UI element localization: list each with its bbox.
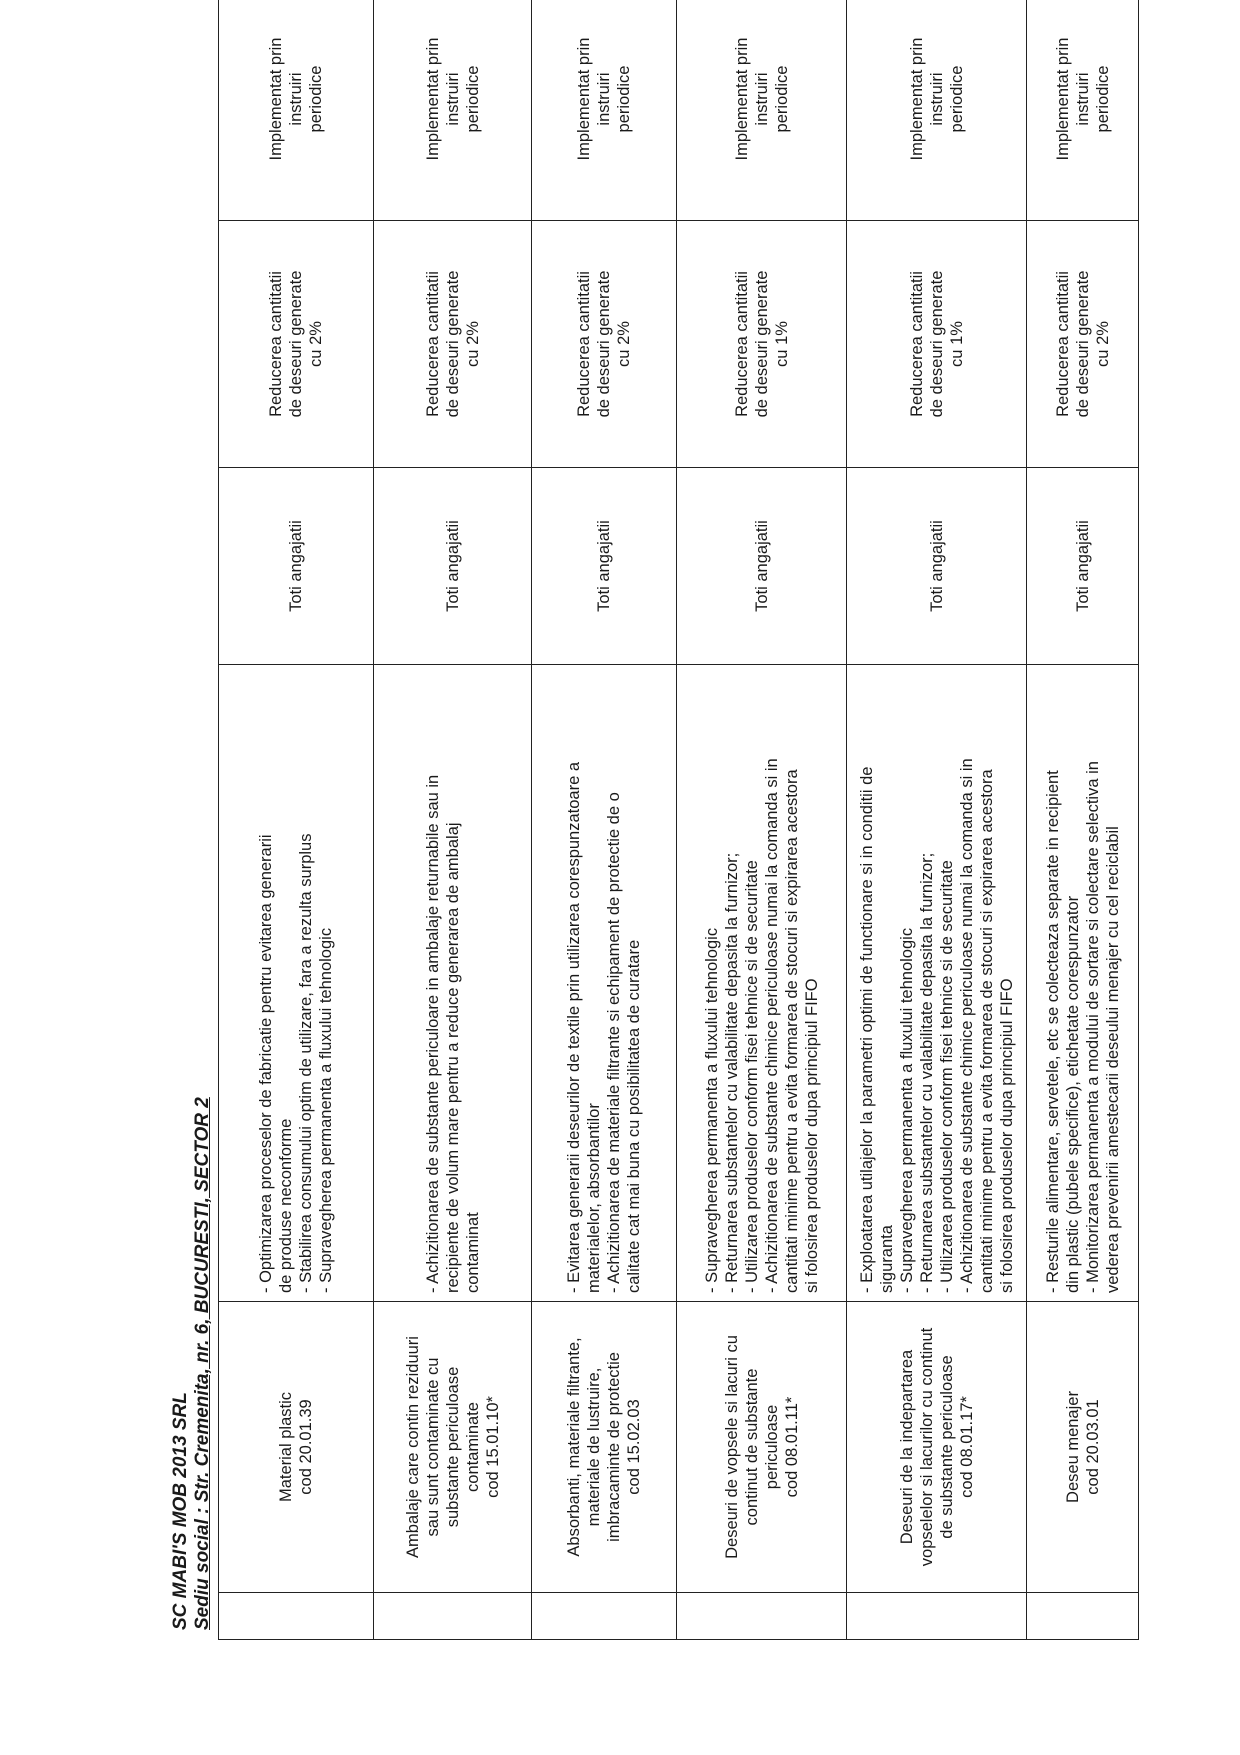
target-line: Reducerea cantitatii <box>907 271 926 417</box>
status-line: periodice <box>615 65 633 133</box>
table-row <box>532 0 677 1640</box>
waste-line: contaminate <box>463 1402 482 1492</box>
measure-line: - Evitarea generarii deseurilor de textile prin utilizarea corespunzatoare a <box>565 761 583 1293</box>
responsible-cell: Toti angajatii <box>677 468 847 665</box>
target-line: de deseuri generate <box>1073 270 1092 418</box>
measure-line: - Stabilirea consumului optim de utilizare, fara a rezulta surplus <box>297 833 315 1293</box>
measure-line: cantitati minime pentru a evita formarea de stocuri si expirarea acestora <box>977 769 996 1293</box>
rotated-page <box>170 37 1150 1640</box>
status-cell <box>532 0 677 221</box>
target-line: Reducerea cantitatii <box>267 271 285 417</box>
target-cell <box>1027 221 1139 468</box>
waste-table <box>218 0 1139 1640</box>
waste-type-cell <box>532 1302 677 1593</box>
waste-line: imbracaminte de protectie <box>605 1352 623 1542</box>
target-line: cu 2% <box>463 321 482 367</box>
waste-line: Deseuri de la indepartarea <box>897 1349 916 1545</box>
measures-cell <box>219 665 374 1302</box>
waste-line: cod 20.01.39 <box>297 1399 315 1495</box>
waste-line: substante periculoase <box>443 1366 462 1528</box>
table-row <box>847 0 1027 1640</box>
target-cell <box>374 221 532 468</box>
measures-cell <box>847 665 1027 1302</box>
table-row <box>219 0 374 1640</box>
waste-line: materiale de lustruire, <box>585 1367 603 1527</box>
measure-line: - Supravegherea permanenta a fluxului tehnologic <box>702 927 721 1293</box>
target-line: cu 1% <box>772 321 791 367</box>
status-cell <box>1027 0 1139 221</box>
measure-line: materialelor, absorbantilor <box>585 1103 603 1293</box>
measure-line: vederea prevenirii amestecarii deseului menajer cu cel reciclabil <box>1103 826 1122 1293</box>
status-line: periodice <box>772 65 791 133</box>
responsible-cell: Toti angajatii <box>374 468 532 665</box>
waste-type-cell <box>847 1302 1027 1593</box>
status-line: Implementat prin <box>423 37 442 161</box>
status-line: periodice <box>1093 65 1112 133</box>
measure-line: - Supravegherea permanenta a fluxului tehnologic <box>897 927 916 1293</box>
measure-line: - Achizitionarea de materiale filtrante si echipament de protectie de o <box>605 792 623 1293</box>
target-line: cu 2% <box>1093 321 1112 367</box>
waste-line: continut de substante <box>742 1368 761 1526</box>
status-cell <box>677 0 847 221</box>
waste-type-cell <box>1027 1302 1139 1593</box>
measure-line: cantitati minime pentru a evita formarea de stocuri si expirarea acestora <box>782 769 801 1293</box>
target-cell <box>219 221 374 468</box>
waste-type-cell <box>219 1302 374 1593</box>
responsible-cell: Toti angajatii <box>847 468 1027 665</box>
table-row <box>1027 0 1139 1640</box>
target-line: de deseuri generate <box>287 270 305 418</box>
waste-line: cod 15.02.03 <box>625 1399 643 1495</box>
status-line: instruiri <box>752 72 771 126</box>
measure-line: din plastic (pubele specifice), etichetate corespunzator <box>1063 895 1082 1293</box>
measure-line: - Resturile alimentare, servetele, etc se colecteaza separate in recipient <box>1043 770 1062 1293</box>
target-line: de deseuri generate <box>752 270 771 418</box>
measure-line: si folosirea produselor dupa principiul FIFO <box>997 978 1016 1293</box>
measure-line: - Optimizarea proceselor de fabricatie pentru evitarea generarii <box>257 834 275 1293</box>
measures-cell <box>532 665 677 1302</box>
target-line: Reducerea cantitatii <box>1053 271 1072 417</box>
waste-line: Ambalaje care contin reziduuri <box>403 1336 422 1558</box>
status-line: Implementat prin <box>732 37 751 161</box>
waste-type-cell <box>677 1302 847 1593</box>
measure-line: - Achizitionarea de substante chimice periculoase numai la comanda si in <box>957 758 976 1293</box>
row-index-cell <box>374 1593 532 1640</box>
measure-line: - Exploatarea utilajelor la parametri optimi de functionare si in conditii de <box>857 766 876 1293</box>
status-line: periodice <box>463 65 482 133</box>
measure-line: siguranta <box>877 1225 896 1293</box>
status-line: periodice <box>307 65 325 133</box>
status-cell <box>374 0 532 221</box>
target-line: de deseuri generate <box>927 270 946 418</box>
measures-cell <box>374 665 532 1302</box>
measure-line: - Achizitionarea de substante chimice periculoase numai la comanda si in <box>762 758 781 1293</box>
status-line: Implementat prin <box>575 37 593 161</box>
table-row <box>374 0 532 1640</box>
target-cell <box>532 221 677 468</box>
measure-line: contaminat <box>463 1212 482 1293</box>
waste-line: Deseuri de vopsele si lacuri cu <box>722 1335 741 1559</box>
waste-line: Material plastic <box>277 1391 295 1503</box>
waste-line: cod 08.01.11* <box>782 1396 801 1498</box>
target-line: cu 2% <box>307 321 325 367</box>
waste-line: Deseu menajer <box>1063 1391 1082 1503</box>
measure-line: - Returnarea substantelor cu valabilitate depasita la furnizor; <box>917 852 936 1293</box>
measure-line: - Supravegherea permanenta a fluxului tehnologic <box>317 927 335 1293</box>
measure-line: calitate cat mai buna cu posibilitatea de curatare <box>625 939 643 1293</box>
measure-line: - Returnarea substantelor cu valabilitate depasita la furnizor; <box>722 852 741 1293</box>
waste-line: cod 15.01.10* <box>483 1396 502 1498</box>
responsible-cell: Toti angajatii <box>1027 468 1139 665</box>
status-cell <box>219 0 374 221</box>
target-line: de deseuri generate <box>443 270 462 418</box>
row-index-cell <box>677 1593 847 1640</box>
waste-type-cell <box>374 1302 532 1593</box>
target-line: cu 2% <box>615 321 633 367</box>
target-line: de deseuri generate <box>595 270 613 418</box>
waste-line: cod 08.01.17* <box>957 1396 976 1498</box>
company-name: SC MABI'S MOB 2013 SRL <box>170 1392 191 1630</box>
waste-line: periculoase <box>762 1404 781 1490</box>
measure-line: de produse neconforme <box>277 1118 295 1293</box>
status-line: instruiri <box>1073 72 1092 126</box>
target-cell <box>677 221 847 468</box>
status-line: periodice <box>947 65 966 133</box>
waste-line: vopselelor si lacurilor cu continut <box>917 1327 936 1567</box>
waste-line: cod 20.03.01 <box>1083 1399 1102 1495</box>
company-address: Sediu social : Str. Cremenita, nr. 6, BUCURESTI, SECTOR 2 <box>192 1097 213 1630</box>
status-line: Implementat prin <box>907 37 926 161</box>
status-line: instruiri <box>595 72 613 126</box>
measure-line: - Achizitionarea de substante periculoare in ambalaje returnabile sau in <box>423 774 442 1293</box>
target-line: Reducerea cantitatii <box>575 271 593 417</box>
measure-line: - Utilizarea produselor conform fisei tehnice si de securitate <box>937 860 956 1293</box>
measure-line: - Utilizarea produselor conform fisei tehnice si de securitate <box>742 860 761 1293</box>
measures-cell <box>1027 665 1139 1302</box>
target-line: Reducerea cantitatii <box>423 271 442 417</box>
row-index-cell <box>532 1593 677 1640</box>
row-index-cell <box>847 1593 1027 1640</box>
waste-line: de substante periculoase <box>937 1355 956 1539</box>
responsible-cell: Toti angajatii <box>219 468 374 665</box>
status-line: instruiri <box>443 72 462 126</box>
status-line: instruiri <box>927 72 946 126</box>
measure-line: recipiente de volum mare pentru a reduce generarea de ambalaj <box>443 822 462 1293</box>
target-cell <box>847 221 1027 468</box>
target-line: cu 1% <box>947 321 966 367</box>
responsible-cell: Toti angajatii <box>532 468 677 665</box>
waste-line: Absorbanti, materiale filtrante, <box>565 1337 583 1557</box>
measures-cell <box>677 665 847 1302</box>
row-index-cell <box>219 1593 374 1640</box>
waste-line: sau sunt contaminate cu <box>423 1357 442 1537</box>
status-line: instruiri <box>287 72 305 126</box>
row-index-cell <box>1027 1593 1139 1640</box>
status-cell <box>847 0 1027 221</box>
status-line: Implementat prin <box>1053 37 1072 161</box>
target-line: Reducerea cantitatii <box>732 271 751 417</box>
table-row <box>677 0 847 1640</box>
measure-line: - Monitorizarea permanenta a modului de sortare si colectare selectiva in <box>1083 761 1102 1293</box>
status-line: Implementat prin <box>267 37 285 161</box>
measure-line: si folosirea produselor dupa principiul FIFO <box>802 978 821 1293</box>
